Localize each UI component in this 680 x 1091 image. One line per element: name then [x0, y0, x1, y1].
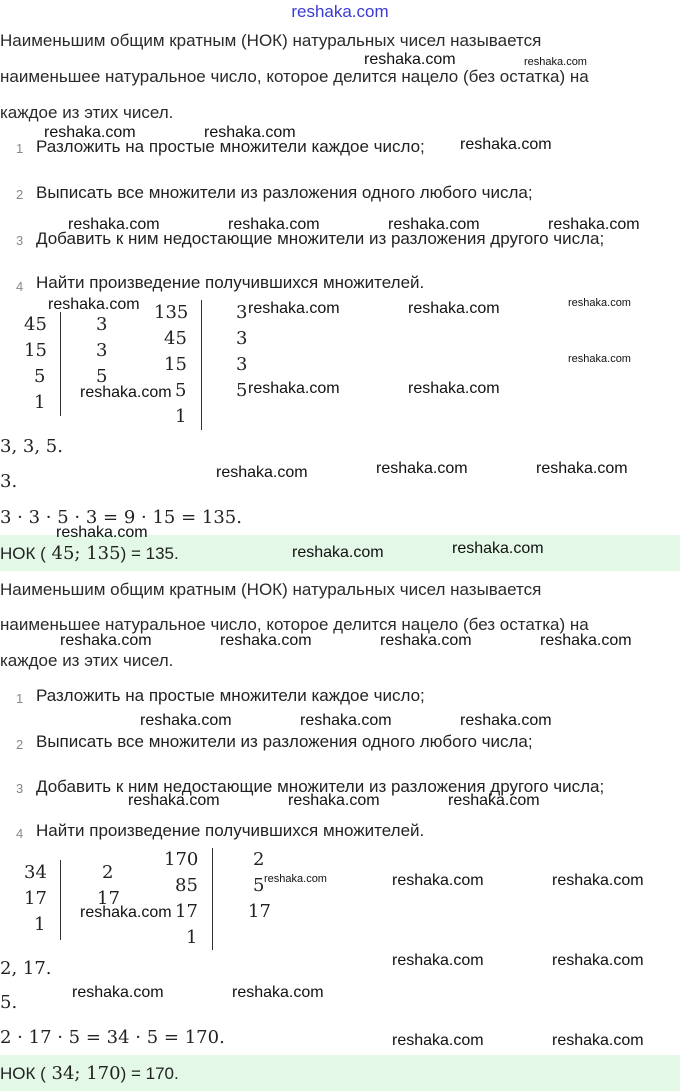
prime-factor: 3	[236, 328, 248, 349]
dividend: 45	[164, 328, 187, 349]
definition-line-2: наименьшее натуральное число, которое делится нацело (без остатка) на	[0, 67, 589, 86]
watermark: reshaka.com	[80, 904, 172, 921]
step-number: 1	[16, 141, 24, 156]
watermark: reshaka.com	[248, 380, 340, 397]
step-number: 3	[16, 233, 24, 248]
watermark: reshaka.com	[264, 873, 327, 885]
result-suffix: ) = 135.	[120, 544, 179, 563]
factors-line: 3, 3, 5.	[0, 436, 63, 457]
dividend: 15	[164, 354, 187, 375]
dividend: 1	[34, 392, 46, 413]
watermark: reshaka.com	[56, 524, 148, 541]
step-number: 4	[16, 279, 24, 294]
dividend: 170	[164, 849, 199, 870]
step-text: Выписать все множители из разложения одного любого числа;	[36, 732, 533, 751]
step-text: Выписать все множители из разложения одного любого числа;	[36, 183, 533, 202]
dividend: 135	[154, 302, 189, 323]
watermark: reshaka.com	[80, 384, 172, 401]
watermark: reshaka.com	[128, 792, 220, 809]
watermark: reshaka.com	[364, 51, 456, 68]
watermark: reshaka.com	[48, 296, 140, 313]
watermark: reshaka.com	[60, 632, 152, 649]
watermark: reshaka.com	[204, 124, 296, 141]
watermark: reshaka.com	[380, 632, 472, 649]
prime-factor: 3	[236, 302, 248, 323]
watermark: reshaka.com	[552, 1032, 644, 1049]
dividend: 1	[34, 914, 46, 935]
step-text: Разложить на простые множители каждое число;	[36, 137, 425, 156]
watermark: reshaka.com	[232, 984, 324, 1001]
dividend: 1	[175, 406, 187, 427]
prime-factor: 5	[96, 366, 108, 387]
step-text: Найти произведение получившихся множителей.	[36, 821, 425, 840]
product-line: 3 · 3 · 5 · 3 = 9 · 15 = 135.	[0, 507, 242, 528]
watermark: reshaka.com	[460, 136, 552, 153]
step-number: 1	[16, 691, 24, 706]
dividend: 17	[24, 888, 47, 909]
step-number: 2	[16, 737, 24, 752]
result-prefix: НОК (	[0, 1064, 46, 1083]
result-prefix: НОК (	[0, 544, 46, 563]
definition-line-3: каждое из этих чисел.	[0, 651, 174, 670]
step-number: 4	[16, 826, 24, 841]
result-suffix: ) = 170.	[120, 1064, 179, 1083]
prime-factor: 2	[102, 862, 114, 883]
factor-divider	[201, 300, 202, 430]
definition-line-1: Наименьшим общим кратным (НОК) натуральных чисел называется	[0, 31, 542, 50]
watermark: reshaka.com	[72, 984, 164, 1001]
dividend: 5	[34, 366, 46, 387]
prime-factor: 3	[96, 314, 108, 335]
watermark: reshaka.com	[552, 952, 644, 969]
watermark: reshaka.com	[288, 792, 380, 809]
watermark: reshaka.com	[392, 1032, 484, 1049]
factor-divider	[212, 848, 213, 950]
watermark: reshaka.com	[68, 216, 160, 233]
watermark: reshaka.com	[44, 124, 136, 141]
watermark: reshaka.com	[536, 460, 628, 477]
watermark: reshaka.com	[460, 712, 552, 729]
dividend: 1	[186, 927, 198, 948]
definition-line-3: каждое из этих чисел.	[0, 103, 174, 122]
prime-factor: 17	[248, 901, 271, 922]
prime-factor: 17	[97, 888, 120, 909]
definition-line-2: наименьшее натуральное число, которое делится нацело (без остатка) на	[0, 615, 589, 634]
watermark: reshaka.com	[228, 216, 320, 233]
step-text: Добавить к ним недостающие множители из разложения другого числа;	[36, 229, 605, 248]
dividend: 45	[24, 314, 47, 335]
watermark: reshaka.com	[388, 216, 480, 233]
watermark: reshaka.com	[216, 464, 308, 481]
prime-factor: 3	[236, 354, 248, 375]
factor-divider	[60, 860, 61, 940]
watermark: reshaka.com	[140, 712, 232, 729]
watermark: reshaka.com	[540, 632, 632, 649]
watermark: reshaka.com	[552, 872, 644, 889]
watermark: reshaka.com	[392, 872, 484, 889]
step-text: Разложить на простые множители каждое число;	[36, 686, 425, 705]
dividend: 34	[24, 862, 47, 883]
watermark: reshaka.com	[220, 632, 312, 649]
step-number: 2	[16, 187, 24, 202]
factors-line: 2, 17.	[0, 958, 52, 979]
dividend: 85	[175, 875, 198, 896]
watermark: reshaka.com	[392, 952, 484, 969]
product-line: 2 · 17 · 5 = 34 · 5 = 170.	[0, 1027, 225, 1048]
watermark: reshaka.com	[448, 792, 540, 809]
step-text: Найти произведение получившихся множителей.	[36, 273, 425, 292]
step-number: 3	[16, 781, 24, 796]
factor-divider	[60, 312, 61, 416]
dividend: 17	[175, 901, 198, 922]
lcm-result	[0, 543, 179, 564]
lcm-result	[0, 1063, 179, 1084]
watermark: reshaka.com	[248, 300, 340, 317]
watermark: reshaka.com	[300, 712, 392, 729]
prime-factor: 5	[253, 875, 265, 896]
step-text: Добавить к ним недостающие множители из разложения другого числа;	[36, 777, 605, 796]
watermark: reshaka.com	[408, 300, 500, 317]
watermark: reshaka.com	[568, 297, 631, 309]
dividend: 5	[175, 380, 187, 401]
prime-factor: 5	[236, 380, 248, 401]
watermark: reshaka.com	[408, 380, 500, 397]
watermark: reshaka.com	[568, 353, 631, 365]
prime-factor: 3	[96, 340, 108, 361]
watermark: reshaka.com	[524, 56, 587, 68]
site-link[interactable]: reshaka.com	[291, 2, 389, 21]
dividend: 15	[24, 340, 47, 361]
watermark: reshaka.com	[292, 544, 384, 561]
watermark: reshaka.com	[452, 540, 544, 557]
watermark: reshaka.com	[376, 460, 468, 477]
result-math: 45; 135	[45, 543, 121, 564]
missing-factors-line: 3.	[0, 471, 18, 492]
prime-factor: 2	[253, 849, 265, 870]
definition-line-1: Наименьшим общим кратным (НОК) натуральных чисел называется	[0, 580, 542, 599]
result-math: 34; 170	[45, 1063, 121, 1084]
missing-factors-line: 5.	[0, 992, 18, 1013]
watermark: reshaka.com	[548, 216, 640, 233]
